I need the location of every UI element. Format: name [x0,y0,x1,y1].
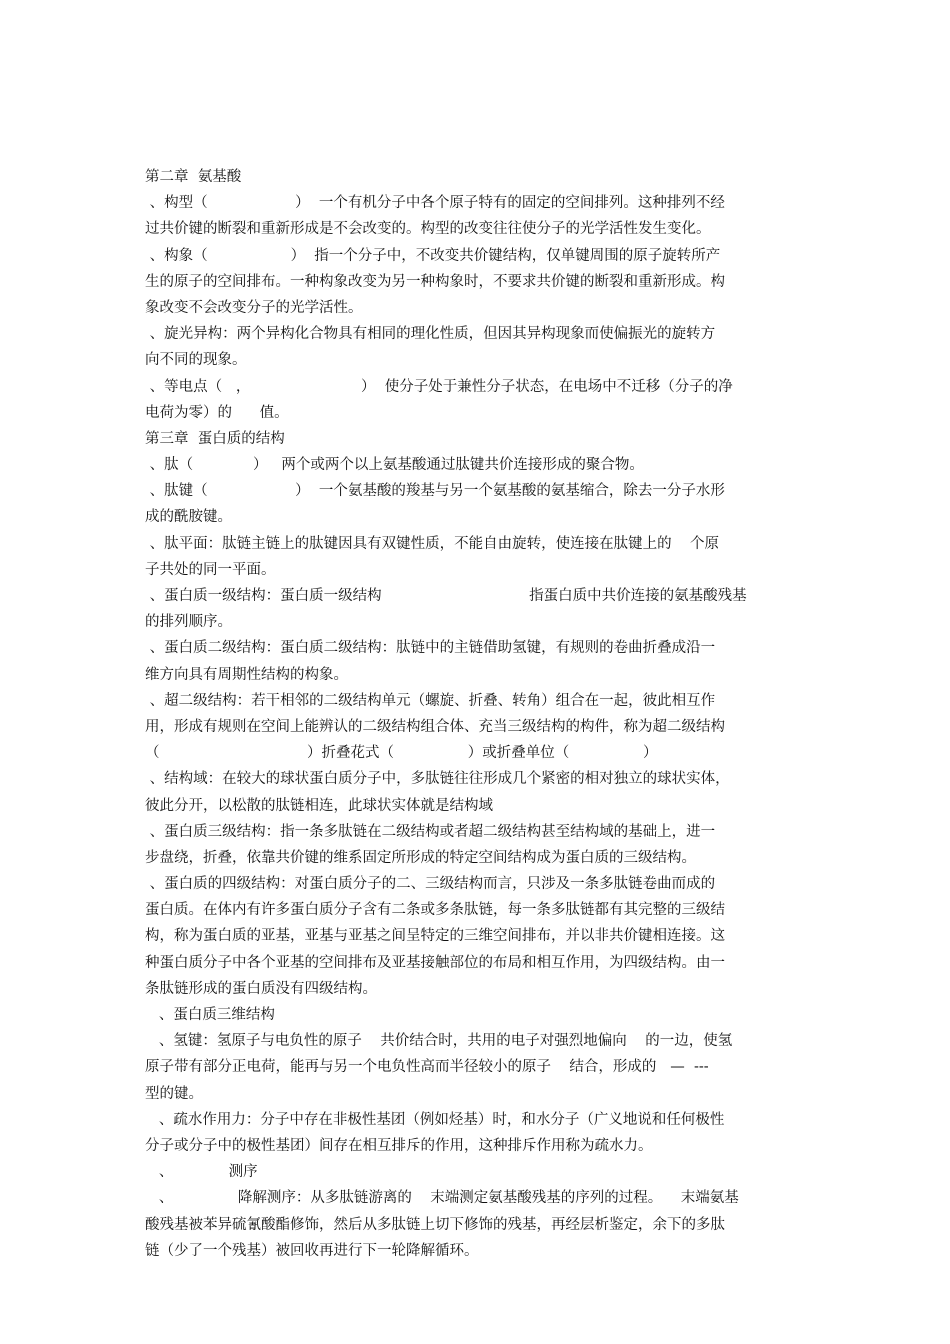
document-body [145,164,808,1264]
text-line: 、肽键（ ） 一个氨基酸的羧基与另一个氨基酸的氨基缩合，除去一分子水形 [145,483,725,500]
text-line: 、超二级结构：若干相邻的二级结构单元（螺旋、折叠、转角）组合在一起，彼此相互作 [145,692,716,709]
text-line: 、旋光异构：两个异构化合物具有相同的理化性质，但因其异构现象而使偏振光的旋转方 [145,326,716,343]
text-line: 的排列顺序。 [145,614,232,631]
text-line: 过共价键的断裂和重新形成是不会改变的。构型的改变往往使分子的光学活性发生变化。 [145,221,711,238]
text-line: （ ）折叠花式（ ）或折叠单位（ ） [145,745,658,762]
text-line: 构，称为蛋白质的亚基，亚基与亚基之间呈特定的三维空间排布，并以非共价键相连接。这 [145,928,725,945]
text-line: 、肽平面：肽链主链上的肽键因具有双键性质，不能自由旋转，使连接在肽键上的 个原 [145,535,720,552]
text-line: 分子或分子中的极性基团）间存在相互排斥的作用，这种排斥作用称为疏水力。 [145,1137,653,1154]
text-line: 、肽（ ） 两个或两个以上氨基酸通过肽键共价连接形成的聚合物。 [145,457,644,474]
text-line: 、蛋白质三维结构 [145,1007,275,1023]
text-line: 、蛋白质一级结构：蛋白质一级结构 指蛋白质中共价连接的氨基酸残基 [145,588,747,604]
text-line: 酸残基被苯异硫氰酸酯修饰，然后从多肽链上切下修饰的残基，再经层析鉴定，余下的多肽 [145,1216,725,1233]
text-line: 、构象（ ） 指一个分子中，不改变共价键结构，仅单键周围的原子旋转所产 [145,247,721,264]
text-line: 、结构域：在较大的球状蛋白质分子中，多肽链往往形成几个紧密的相对独立的球状实体， [145,771,730,788]
text-line: 、蛋白质的四级结构：对蛋白质分子的二、三级结构而言，只涉及一条多肽链卷曲而成的 [145,876,716,893]
text-line: 步盘绕，折叠，依靠共价键的维系固定所形成的特定空间结构成为蛋白质的三级结构。 [145,849,696,866]
text-line: 链（少了一个残基）被回收再进行下一轮降解循环。 [145,1242,479,1259]
text-line: 第三章 蛋白质的结构 [145,430,285,447]
text-line: 、蛋白质三级结构：指一条多肽链在二级结构或者超二级结构甚至结构域的基础上，进一 [145,823,716,840]
text-line: 种蛋白质分子中各个亚基的空间排布及亚基接触部位的布局和相互作用，为四级结构。由一 [145,954,725,971]
text-line: 用，形成有规则在空间上能辨认的二级结构组合体、充当三级结构的构件，称为超二级结构 [145,718,725,735]
text-line: 子共处的同一平面。 [145,561,276,578]
text-line: 、 测序 [145,1164,258,1181]
text-line: 象改变不会改变分子的光学活性。 [145,299,363,316]
text-line: 电荷为零）的 值。 [145,404,289,421]
text-line: 、构型（ ） 一个有机分子中各个原子特有的固定的空间排列。这种排列不经 [145,195,725,212]
text-line: 第二章 氨基酸 [145,169,242,185]
text-line: 蛋白质。在体内有许多蛋白质分子含有二条或多条肽链，每一条多肽链都有其完整的三级结 [145,902,725,919]
text-line: 、等电点（ ， ） 使分子处于兼性分子状态，在电场中不迁移（分子的净 [145,378,733,395]
text-line: 、蛋白质二级结构：蛋白质二级结构：肽链中的主链借助氢键，有规则的卷曲折叠成沿一 [145,640,716,657]
text-line: 成的酰胺键。 [145,509,232,526]
text-line: 条肽链形成的蛋白质没有四级结构。 [145,980,377,997]
text-line: 、 降解测序：从多肽链游离的 末端测定氨基酸残基的序列的过程。 末端氨基 [145,1190,739,1207]
text-line: 型的键。 [145,1085,203,1102]
text-line: 维方向具有周期性结构的构象。 [145,666,348,683]
text-line: 、疏水作用力：分子中存在非极性基团（例如烃基）时，和水分子（广义地说和任何极性 [145,1111,725,1128]
text-line: 生的原子的空间排布。一种构象改变为另一种构象时，不要求共价键的断裂和重新形成。构 [145,273,725,290]
text-line: 、氢键：氢原子与电负性的原子 共价结合时，共用的电子对强烈地偏向 的一边，使氢 [145,1033,733,1050]
text-line: 向不同的现象。 [145,352,247,369]
text-line: 原子带有部分正电荷，能再与另一个电负性高而半径较小的原子 结合，形成的 — --- [145,1059,709,1076]
text-line: 彼此分开，以松散的肽链相连，此球状实体就是结构域 [145,797,493,814]
